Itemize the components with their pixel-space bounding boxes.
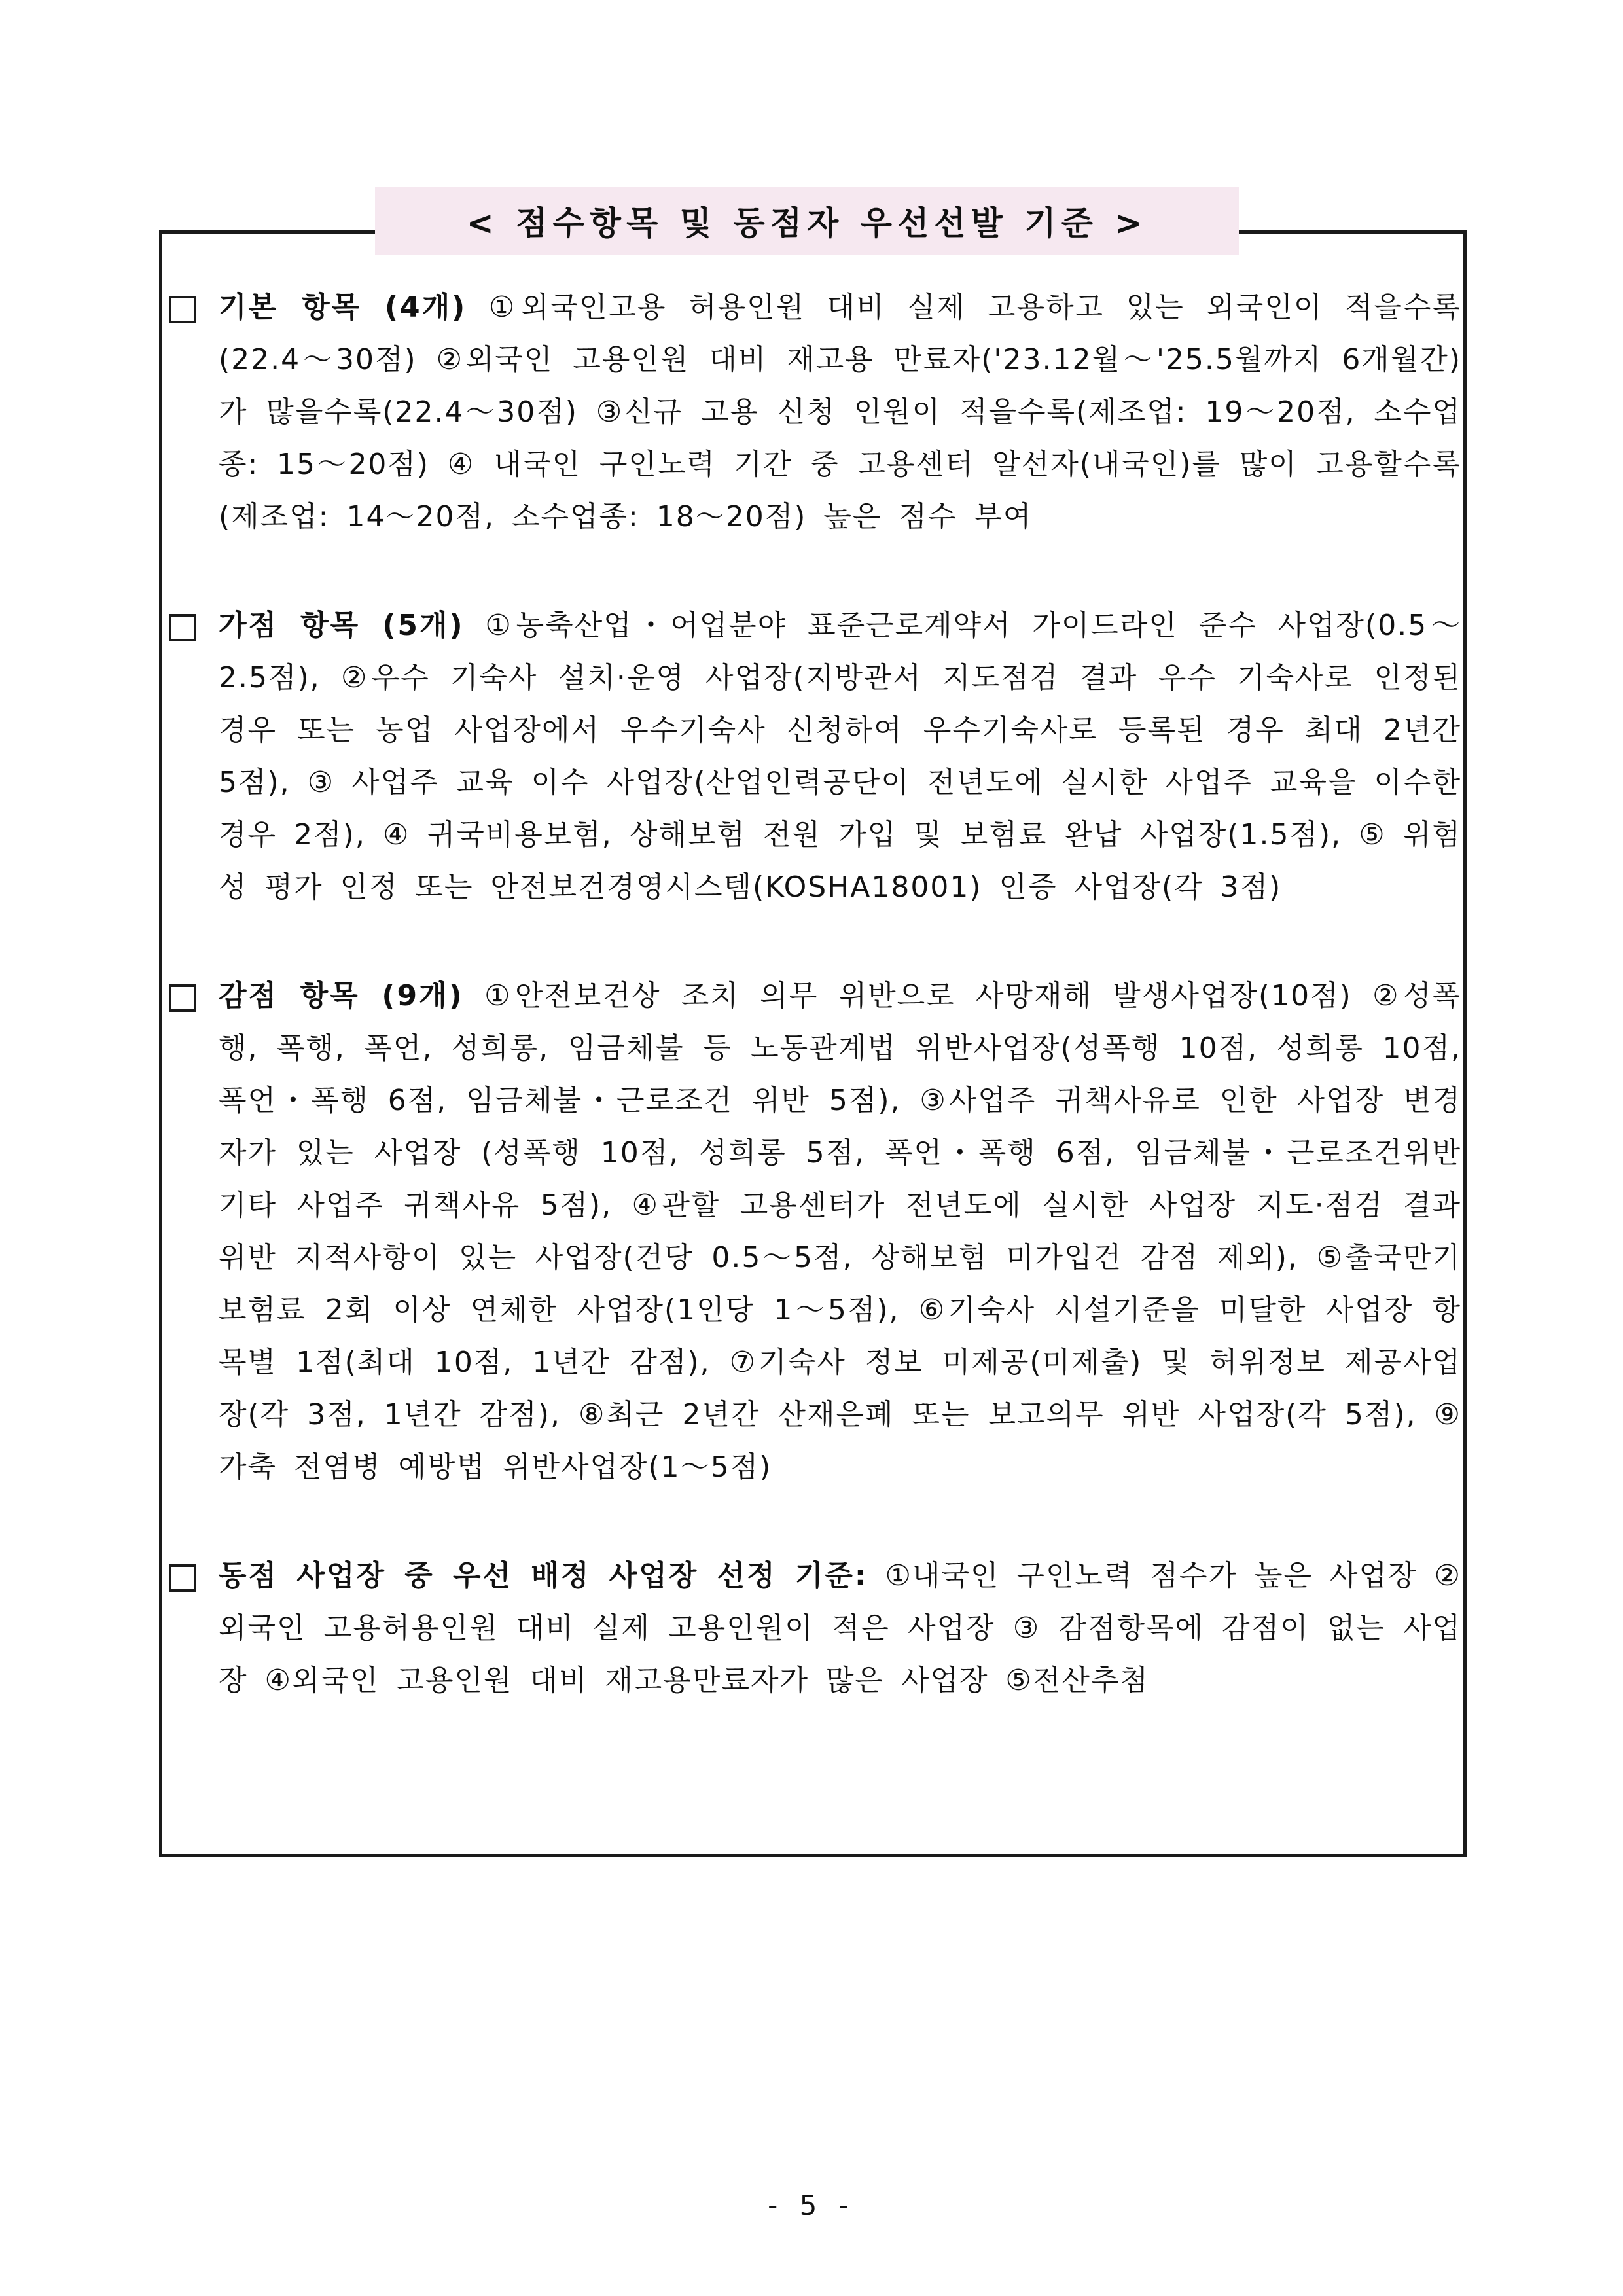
section-penalty-items [169,970,1461,1494]
section-heading: 감점 항목 (9개) [219,979,464,1013]
section-description: ①안전보건상 조치 의무 위반으로 사망재해 발생사업장(10점) ②성폭행, 폭행, 폭언, 성희롱, 임금체불 등 노동관계법 위반사업장(성폭행 10점, 성희롱 10점, 폭언・폭행 6점, 임금체불・근로조건 위반 5점), ③사업주 귀책사유로 인한 사업장 변경자가 있는 사업장 (성폭행 10점, 성희롱 5점, 폭언・폭행 6점, 임금체불・근로조건위반 기타 사업주 귀책사유 5점), ④관할 고용센터가 전년도에 실시한 사업장 지도·점검 결과 위반 지적사항이 있는 사업장(건당 0.5～5점, 상해보험 미가입건 감점 제외), ⑤출국만기보험료 2회 이상 연체한 사업장(1인당 1～5점), ⑥기숙사 시설기준을 미달한 사업장 항목별 1점(최대 10점, 1년간 감점), ⑦기숙사 정보 미제공(미제출) 및 허위정보 제공사업장(각 3점, 1년간 감점), ⑧최근 2년간 산재은폐 또는 보고의무 위반 사업장(각 5점), ⑨가축 전염병 예방법 위반사업장(1～5점) [219,979,1461,1484]
section-body [219,1550,1461,1707]
section-bonus-items [169,600,1461,914]
criteria-sections [169,281,1461,1763]
checkbox-icon [169,1564,196,1592]
section-description: ①농축산업・어업분야 표준근로계약서 가이드라인 준수 사업장(0.5～2.5점), ②우수 기숙사 설치·운영 사업장(지방관서 지도점검 결과 우수 기숙사로 인정된 경우 또는 농업 사업장에서 우수기숙사 신청하여 우수기숙사로 등록된 경우 최대 2년간 5점), ③ 사업주 교육 이수 사업장(산업인력공단이 전년도에 실시한 사업주 교육을 이수한 경우 2점), ④ 귀국비용보험, 상해보험 전원 가입 및 보험료 완납 사업장(1.5점), ⑤ 위험성 평가 인정 또는 안전보건경영시스템(KOSHA18001) 인증 사업장(각 3점) [219,609,1461,904]
section-heading: 가점 항목 (5개) [219,609,465,642]
page-number: - 5 - [768,2189,855,2221]
criteria-title [375,187,1239,255]
section-tiebreak-criteria [169,1550,1461,1707]
checkbox-icon [169,984,196,1012]
section-basic-items [169,281,1461,543]
criteria-title-text: < 점수항목 및 동점자 우선선발 기준 > [466,204,1148,242]
section-heading: 동점 사업장 중 우선 배정 사업장 선정 기준: [219,1559,868,1592]
checkbox-icon [169,614,196,641]
checkbox-icon [169,296,196,323]
section-description: ①내국인 구인노력 점수가 높은 사업장 ②외국인 고용허용인원 대비 실제 고용인원이 적은 사업장 ③ 감점항목에 감점이 없는 사업장 ④외국인 고용인원 대비 재고용만료자가 많은 사업장 ⑤전산추첨 [219,1559,1461,1697]
section-heading: 기본 항목 (4개) [219,291,467,324]
section-description: ①외국인고용 허용인원 대비 실제 고용하고 있는 외국인이 적을수록(22.4～30점) ②외국인 고용인원 대비 재고용 만료자('23.12월～'25.5월까지 6개월간)가 많을수록(22.4～30점) ③신규 고용 신청 인원이 적을수록(제조업: 19～20점, 소수업종: 15～20점) ④ 내국인 구인노력 기간 중 고용센터 알선자(내국인)를 많이 고용할수록(제조업: 14～20점, 소수업종: 18～20점) 높은 점수 부여 [219,291,1461,533]
section-body [219,281,1461,543]
section-body [219,600,1461,914]
section-body [219,970,1461,1494]
